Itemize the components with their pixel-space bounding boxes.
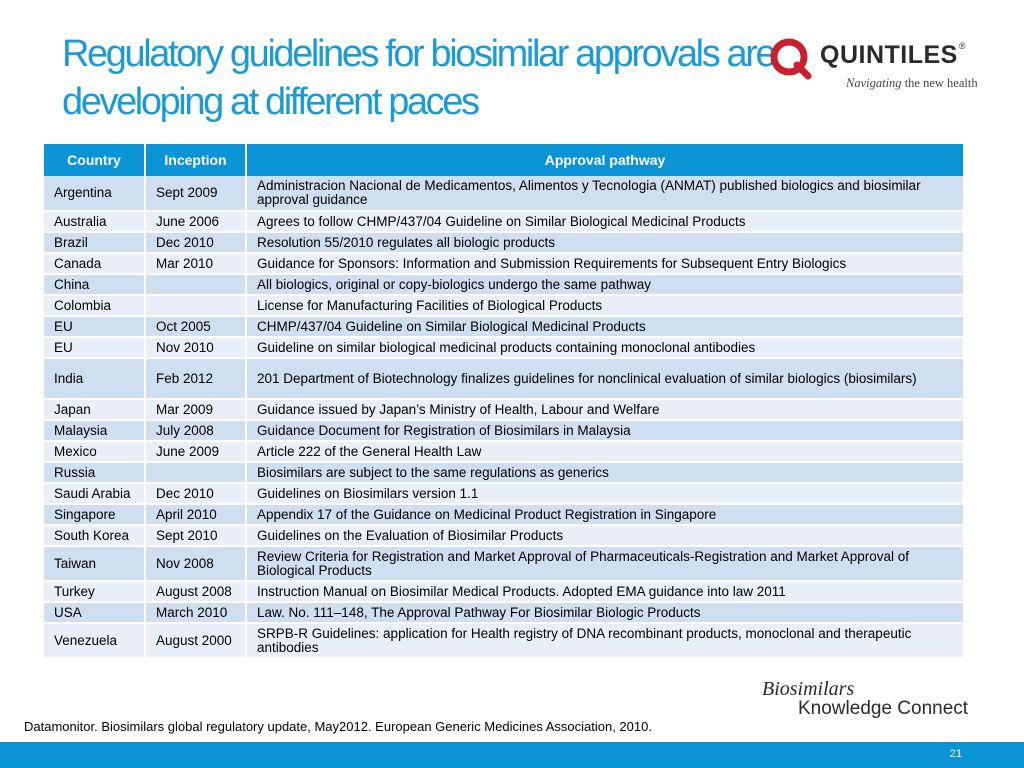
- cell-country: USA: [44, 602, 145, 623]
- quintiles-logo: [768, 36, 1008, 96]
- cell-inception: Dec 2010: [145, 232, 246, 253]
- cell-inception: Mar 2009: [145, 399, 246, 420]
- header-country: Country: [44, 144, 145, 176]
- cell-country: Argentina: [44, 176, 145, 211]
- logo-tagline-italic: Navigating: [846, 76, 902, 90]
- cell-approval-pathway: Guidelines on the Evaluation of Biosimilar Products: [246, 525, 963, 546]
- table-row: [44, 232, 963, 253]
- logo-name: QUINTILES: [820, 41, 958, 69]
- table-row: [44, 602, 963, 623]
- cell-approval-pathway: Guideline on similar biological medicinal products containing monoclonal antibodies: [246, 337, 963, 358]
- brand-line-1: Biosimilars: [762, 678, 855, 700]
- brand-line-2: Knowledge Connect: [798, 698, 969, 719]
- cell-inception: July 2008: [145, 420, 246, 441]
- table-row: [44, 295, 963, 316]
- logo-wordmark: [820, 41, 966, 70]
- cell-approval-pathway: Appendix 17 of the Guidance on Medicinal Product Registration in Singapore: [246, 504, 963, 525]
- cell-approval-pathway: CHMP/437/04 Guideline on Similar Biological Medicinal Products: [246, 316, 963, 337]
- cell-country: Malaysia: [44, 420, 145, 441]
- cell-inception: Sept 2010: [145, 525, 246, 546]
- cell-approval-pathway: 201 Department of Biotechnology finalizes guidelines for nonclinical evaluation of similar biologics (biosimilars): [246, 358, 963, 399]
- cell-inception: Nov 2008: [145, 546, 246, 581]
- table-row: [44, 399, 963, 420]
- footer-bar: [0, 742, 1024, 768]
- cell-inception: Mar 2010: [145, 253, 246, 274]
- cell-approval-pathway: License for Manufacturing Facilities of Biological Products: [246, 295, 963, 316]
- cell-country: Brazil: [44, 232, 145, 253]
- table-row: [44, 483, 963, 504]
- cell-inception: June 2006: [145, 211, 246, 232]
- cell-country: EU: [44, 337, 145, 358]
- table-row: [44, 623, 963, 658]
- cell-approval-pathway: Instruction Manual on Biosimilar Medical Products. Adopted EMA guidance into law 2011: [246, 581, 963, 602]
- table-row: [44, 441, 963, 462]
- table-row: [44, 358, 963, 399]
- cell-approval-pathway: Agrees to follow CHMP/437/04 Guideline on Similar Biological Medicinal Products: [246, 211, 963, 232]
- table-row: [44, 253, 963, 274]
- table-row: [44, 420, 963, 441]
- cell-country: China: [44, 274, 145, 295]
- cell-inception: [145, 274, 246, 295]
- cell-country: Taiwan: [44, 546, 145, 581]
- cell-country: Colombia: [44, 295, 145, 316]
- cell-inception: [145, 295, 246, 316]
- cell-approval-pathway: Guidance issued by Japan’s Ministry of Health, Labour and Welfare: [246, 399, 963, 420]
- regulatory-table: [44, 144, 963, 659]
- cell-country: Saudi Arabia: [44, 483, 145, 504]
- table-row: [44, 525, 963, 546]
- cell-approval-pathway: Guidelines on Biosimilars version 1.1: [246, 483, 963, 504]
- cell-inception: Feb 2012: [145, 358, 246, 399]
- cell-inception: Oct 2005: [145, 316, 246, 337]
- cell-country: EU: [44, 316, 145, 337]
- cell-country: Mexico: [44, 441, 145, 462]
- cell-inception: August 2000: [145, 623, 246, 658]
- table-row: [44, 176, 963, 211]
- table-row: [44, 316, 963, 337]
- table-row: [44, 504, 963, 525]
- table-row: [44, 211, 963, 232]
- header-inception: Inception: [145, 144, 246, 176]
- cell-inception: Sept 2009: [145, 176, 246, 211]
- page-number: 21: [949, 748, 962, 760]
- biosimilars-knowledge-connect-logo: [762, 678, 1002, 722]
- cell-country: Turkey: [44, 581, 145, 602]
- table-row: [44, 337, 963, 358]
- cell-country: Japan: [44, 399, 145, 420]
- cell-approval-pathway: SRPB-R Guidelines: application for Health registry of DNA recombinant products, monoclonal and therapeutic antibodies: [246, 623, 963, 658]
- cell-approval-pathway: Review Criteria for Registration and Market Approval of Pharmaceuticals-Registration and Market Approval of Biological Products: [246, 546, 963, 581]
- logo-tagline-rest: the new health: [901, 76, 978, 90]
- table-row: [44, 581, 963, 602]
- cell-approval-pathway: All biologics, original or copy-biologics undergo the same pathway: [246, 274, 963, 295]
- cell-approval-pathway: Guidance Document for Registration of Biosimilars in Malaysia: [246, 420, 963, 441]
- cell-approval-pathway: Administracion Nacional de Medicamentos, Alimentos y Tecnologia (ANMAT) published biologics and biosimilar approval guidance: [246, 176, 963, 211]
- source-citation: Datamonitor. Biosimilars global regulatory update, May2012. European Generic Medicines Association, 2010.: [24, 719, 652, 734]
- cell-approval-pathway: Resolution 55/2010 regulates all biologic products: [246, 232, 963, 253]
- header-approval-pathway: Approval pathway: [246, 144, 963, 176]
- cell-country: Canada: [44, 253, 145, 274]
- cell-inception: March 2010: [145, 602, 246, 623]
- cell-country: Venezuela: [44, 623, 145, 658]
- slide-title: Regulatory guidelines for biosimilar approvals are developing at different paces: [62, 33, 775, 123]
- cell-inception: Dec 2010: [145, 483, 246, 504]
- cell-inception: [145, 462, 246, 483]
- cell-approval-pathway: Article 222 of the General Health Law: [246, 441, 963, 462]
- cell-inception: August 2008: [145, 581, 246, 602]
- cell-approval-pathway: Law. No. 111–148, The Approval Pathway For Biosimilar Biologic Products: [246, 602, 963, 623]
- cell-country: Australia: [44, 211, 145, 232]
- table-header-row: [44, 144, 963, 176]
- cell-inception: Nov 2010: [145, 337, 246, 358]
- cell-country: India: [44, 358, 145, 399]
- cell-approval-pathway: Biosimilars are subject to the same regulations as generics: [246, 462, 963, 483]
- table-row: [44, 274, 963, 295]
- cell-country: South Korea: [44, 525, 145, 546]
- logo-registered: ®: [958, 41, 966, 51]
- quintiles-logo-icon: [768, 36, 812, 80]
- table-body: [44, 176, 963, 658]
- cell-inception: April 2010: [145, 504, 246, 525]
- table-row: [44, 462, 963, 483]
- logo-tagline: [846, 76, 978, 91]
- cell-country: Russia: [44, 462, 145, 483]
- cell-inception: June 2009: [145, 441, 246, 462]
- cell-approval-pathway: Guidance for Sponsors: Information and Submission Requirements for Subsequent Entry Biologics: [246, 253, 963, 274]
- cell-country: Singapore: [44, 504, 145, 525]
- table-row: [44, 546, 963, 581]
